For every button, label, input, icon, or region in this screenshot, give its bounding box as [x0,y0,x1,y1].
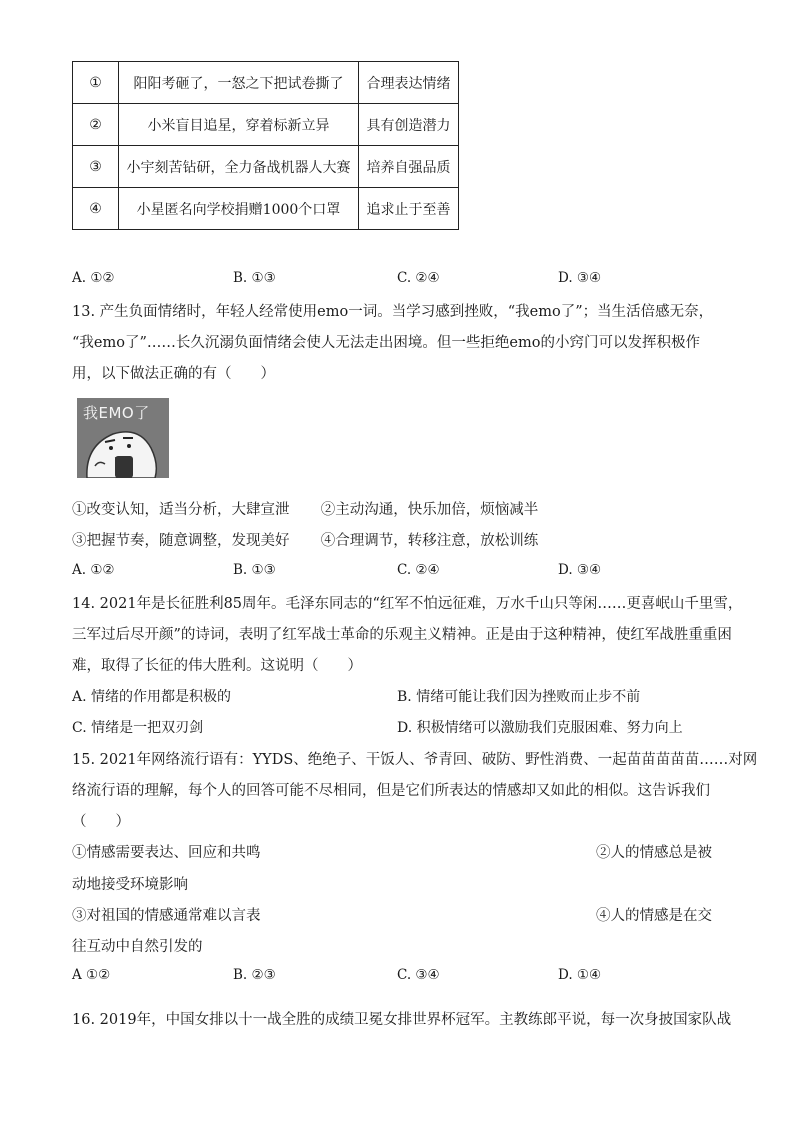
q15-choice-1: ①情感需要表达、回应和共鸣 [72,845,261,861]
row-event: 小星匿名向学校捐赠1000个口罩 [119,188,359,230]
q14-option-b: B. 情绪可能让我们因为挫败而止步不前 [397,689,641,705]
q13-stem-line: “我emo了”……长久沉溺负面情绪会使人无法走出困境。但一些拒绝emo的小窍门可以发挥积极作 [72,335,700,351]
emo-character-illustration [77,398,169,478]
row-number: ② [73,104,119,146]
q15-stem-line: 络流行语的理解，每个人的回答可能不尽相同，但是它们所表达的情感却又如此的相似。这告诉我们 [72,783,710,799]
q15-stem-line: （ ） [72,814,130,830]
emo-image-caption: 我EMO了 [83,404,150,422]
q13-choice-1: ①改变认知，适当分析，大肆宣泄 [72,502,290,518]
row-event: 阳阳考砸了，一怒之下把试卷撕了 [119,62,359,104]
q13-choice-2: ②主动沟通，快乐加倍，烦恼减半 [320,502,539,518]
q15-option-d: D. ①④ [558,967,602,983]
q13-choices-row2 [72,529,538,550]
q13-stem-line: 13. 产生负面情绪时，年轻人经常使用emo一词。当学习感到挫败，“我emo了”；当生活倍感无奈， [72,304,714,320]
q14-stem-line: 三军过后尽开颜”的诗词，表明了红军战士革命的乐观主义精神。正是由于这种精神，使红军战胜重重困 [72,627,732,643]
q15-option-b: B. ②③ [233,967,276,983]
table-row [73,104,459,146]
q15-choice-4-cont: 往互动中自然引发的 [72,939,203,955]
q15-stem-line: 15. 2021年网络流行语有：YYDS、绝绝子、干饭人、爷青回、破防、野性消费、一起苗苗苗苗苗……对网 [72,752,758,768]
q15-choice-2-cont: 动地接受环境影响 [72,877,188,893]
q14-option-a: A. 情绪的作用都是积极的 [72,689,232,705]
q12-option-d: D. ③④ [558,270,602,286]
q15-choice-4: ④人的情感是在交 [596,908,712,924]
q14-option-d: D. 积极情绪可以激励我们克服困难、努力向上 [397,720,683,736]
q13-choices-row1 [72,498,538,519]
emo-image [77,398,169,478]
q13-option-a: A. ①② [72,562,115,578]
q15-choice-2: ②人的情感总是被 [596,845,712,861]
q13-option-d: D. ③④ [558,562,602,578]
q12-table [72,61,459,230]
q13-option-c: C. ②④ [397,562,440,578]
q15-choice-3: ③对祖国的情感通常难以言表 [72,908,261,924]
row-number: ④ [73,188,119,230]
row-trait: 合理表达情绪 [359,62,459,104]
table-row [73,62,459,104]
q14-stem-line: 难，取得了长征的伟大胜利。这说明（ ） [72,658,362,674]
row-event: 小米盲目追星，穿着标新立异 [119,104,359,146]
q12-option-b: B. ①③ [233,270,276,286]
row-trait: 培养自强品质 [359,146,459,188]
q14-stem-line: 14. 2021年是长征胜利85周年。毛泽东同志的“红军不怕远征难，万水千山只等闲……更喜岷山千里雪， [72,596,743,612]
row-number: ③ [73,146,119,188]
q15-option-a: A ①② [72,967,111,983]
table-row [73,188,459,230]
q13-choice-4: ④合理调节，转移注意，放松训练 [320,533,539,549]
q14-option-c: C. 情绪是一把双刃剑 [72,720,204,736]
table-row [73,146,459,188]
q12-option-c: C. ②④ [397,270,440,286]
q15-option-c: C. ③④ [397,967,440,983]
q13-choice-3: ③把握节奏，随意调整，发现美好 [72,533,290,549]
row-trait: 具有创造潜力 [359,104,459,146]
row-trait: 追求止于至善 [359,188,459,230]
q16-stem-line: 16. 2019年，中国女排以十一战全胜的成绩卫冕女排世界杯冠军。主教练郎平说，每一次身披国家队战 [72,1012,732,1028]
q13-option-b: B. ①③ [233,562,276,578]
q12-option-a: A. ①② [72,270,115,286]
row-event: 小宇刻苦钻研，全力备战机器人大赛 [119,146,359,188]
row-number: ① [73,62,119,104]
q13-stem-line: 用，以下做法正确的有（ ） [72,366,275,382]
